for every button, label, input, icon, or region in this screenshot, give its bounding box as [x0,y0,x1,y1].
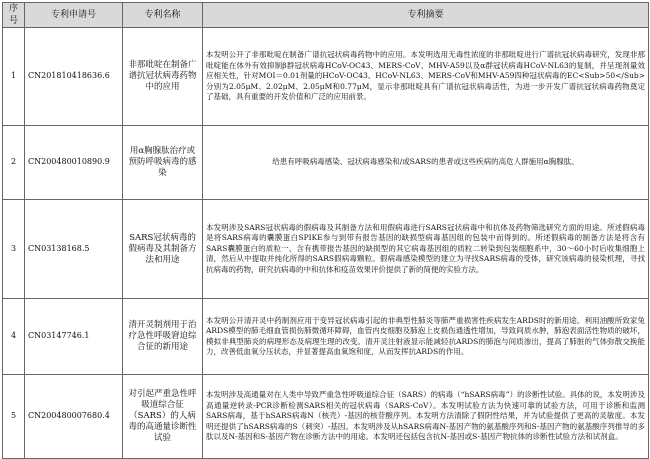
application-number: CN200480007680.4 [25,375,123,459]
header-abstract: 专利摘要 [203,3,649,28]
table-row [3,126,649,200]
header-no: 序号 [3,3,25,28]
patent-abstract: 本发明涉及高通量对在人类中导致严重急性呼吸道综合征（SARS）的病毒（“hSARS病毒”）的诊断性试验。具体的说，本发明涉及高通量逆转录-PCR诊断检测SARS相关的冠状病毒（SARS-CoV）。本发明试验方法为快速可靠的试验方法，可用于诊断和监测SARS病毒，基于hSARS病毒N（核壳）-基因的核苷酸序列。本发明方法清除了假阴性结果，并为试验提供了更高的灵敏度。本发明还提供了hSARS病毒的S（刺突）-基因。本发明涉及从hSARS病毒N-基因产物的氨基酸序列和S-基因产物的氨基酸序列推导的多肽以及N-基因和S-基因产物在诊断方法中的用途。本发明还包括包含抗N-基因或S-基因产物抗体的诊断性试验方法和试剂盒。 [203,375,649,459]
patent-name: 用α胸腺肽治疗或预防呼吸病毒的感染 [123,126,203,200]
header-application-number: 专利申请号 [25,3,123,28]
row-number: 5 [3,375,25,459]
header-row [3,3,649,28]
application-number: CN201810418636.6 [25,28,123,126]
row-number: 1 [3,28,25,126]
patent-table [2,2,649,459]
patent-abstract: 本发明涉及SARS冠状病毒的假病毒及其制备方法和用假病毒进行SARS冠状病毒中和抗体及药物筛选研究方面的用途。所述假病毒是将SARS病毒的囊膜蛋白SPIKE参与到带有报告基因的缺损型病毒基因组的包装中而得到的。所述假病毒的制备方法是将含有SARS囊膜蛋白的质粒一、含有携带报告基因的缺损型的其它病毒基因组的质粒二转染到包装细胞系中，30～60小时后收集细胞上清，然后从中提取并纯化所得的SARS假病毒颗粒。假病毒感染模型的建立为寻找SARS病毒的受体，研究该病毒的侵染机理，寻找抗病毒的药物，研究抗病毒的中和抗体和疫苗效果评价提供了新的简便的实验方法。 [203,200,649,299]
table-row [3,200,649,299]
application-number: CN03138168.5 [25,200,123,299]
table-row [3,299,649,375]
row-number: 2 [3,126,25,200]
application-number: CN200480010890.9 [25,126,123,200]
application-number: CN03147746.1 [25,299,123,375]
header-patent-name: 专利名称 [123,3,203,28]
patent-name: SARS冠状病毒的假病毒及其制备方法和用途 [123,200,203,299]
patent-abstract: 本发明公开了非那吡啶在制备广谱抗冠状病毒药物中的应用。本发明选用无毒性浓度的非那吡啶进行广谱抗冠状病毒研究，发现非那吡啶能在体外有效抑制β群冠状病毒HCoV-OC43、MERS-CoV、MHV-A59以及α群冠状病毒HCoV-NL63的复制，并呈现剂量效应相关性，针对MOI＝0.01剂量的HCoV-OC43、HCoV-NL63、MERS-CoV和MHV-A59四种冠状病毒的EC<Sub>50</Sub>分别为2.05μM、2.02μM、2.05μM和0.77μM，显示非那吡啶具有广谱抗冠状病毒活性，为进一步开发广谱抗冠状病毒药物奠定了基础，具有重要的开发价值和广泛的应用前景。 [203,28,649,126]
patent-abstract: 本发明公开清开灵中药制剂应用于变异冠状病毒引起的非典型性肺炎等肺严重损害性疾病发生ARDS时的新用途。利用油酸所致家兔ARDS模型的肺毛细血管损伤肺微循环障碍，血管内皮细胞及肺泡上皮损伤通透性增加，导致间质水肿，肺泡表面活性物质的破坏，模拟非典型肺炎的病理形态及病理生理的改变。清开灵注射液显示能减轻抗ARDS的肺泡与间质渗出，提高了肺脏的气体弥散交换能力，改善低血氧分压状态，并显著提高血氧饱和度，从而发挥抗ARDS的作用。 [203,299,649,375]
table-header [3,3,649,28]
table-row [3,28,649,126]
patent-name: 对引起严重急性呼吸道综合征（SARS）的人病毒的高通量诊断性试验 [123,375,203,459]
patent-name: 非那吡啶在制备广谱抗冠状病毒药物中的应用 [123,28,203,126]
patent-abstract: 给患有呼吸病毒感染、冠状病毒感染和/或SARS的患者或这些疾病的高危人群施用α胸腺肽。 [203,126,649,200]
row-number: 4 [3,299,25,375]
patent-name: 清开灵制剂用于治疗急性呼吸窘迫综合征的新用途 [123,299,203,375]
row-number: 3 [3,200,25,299]
table-row [3,375,649,459]
